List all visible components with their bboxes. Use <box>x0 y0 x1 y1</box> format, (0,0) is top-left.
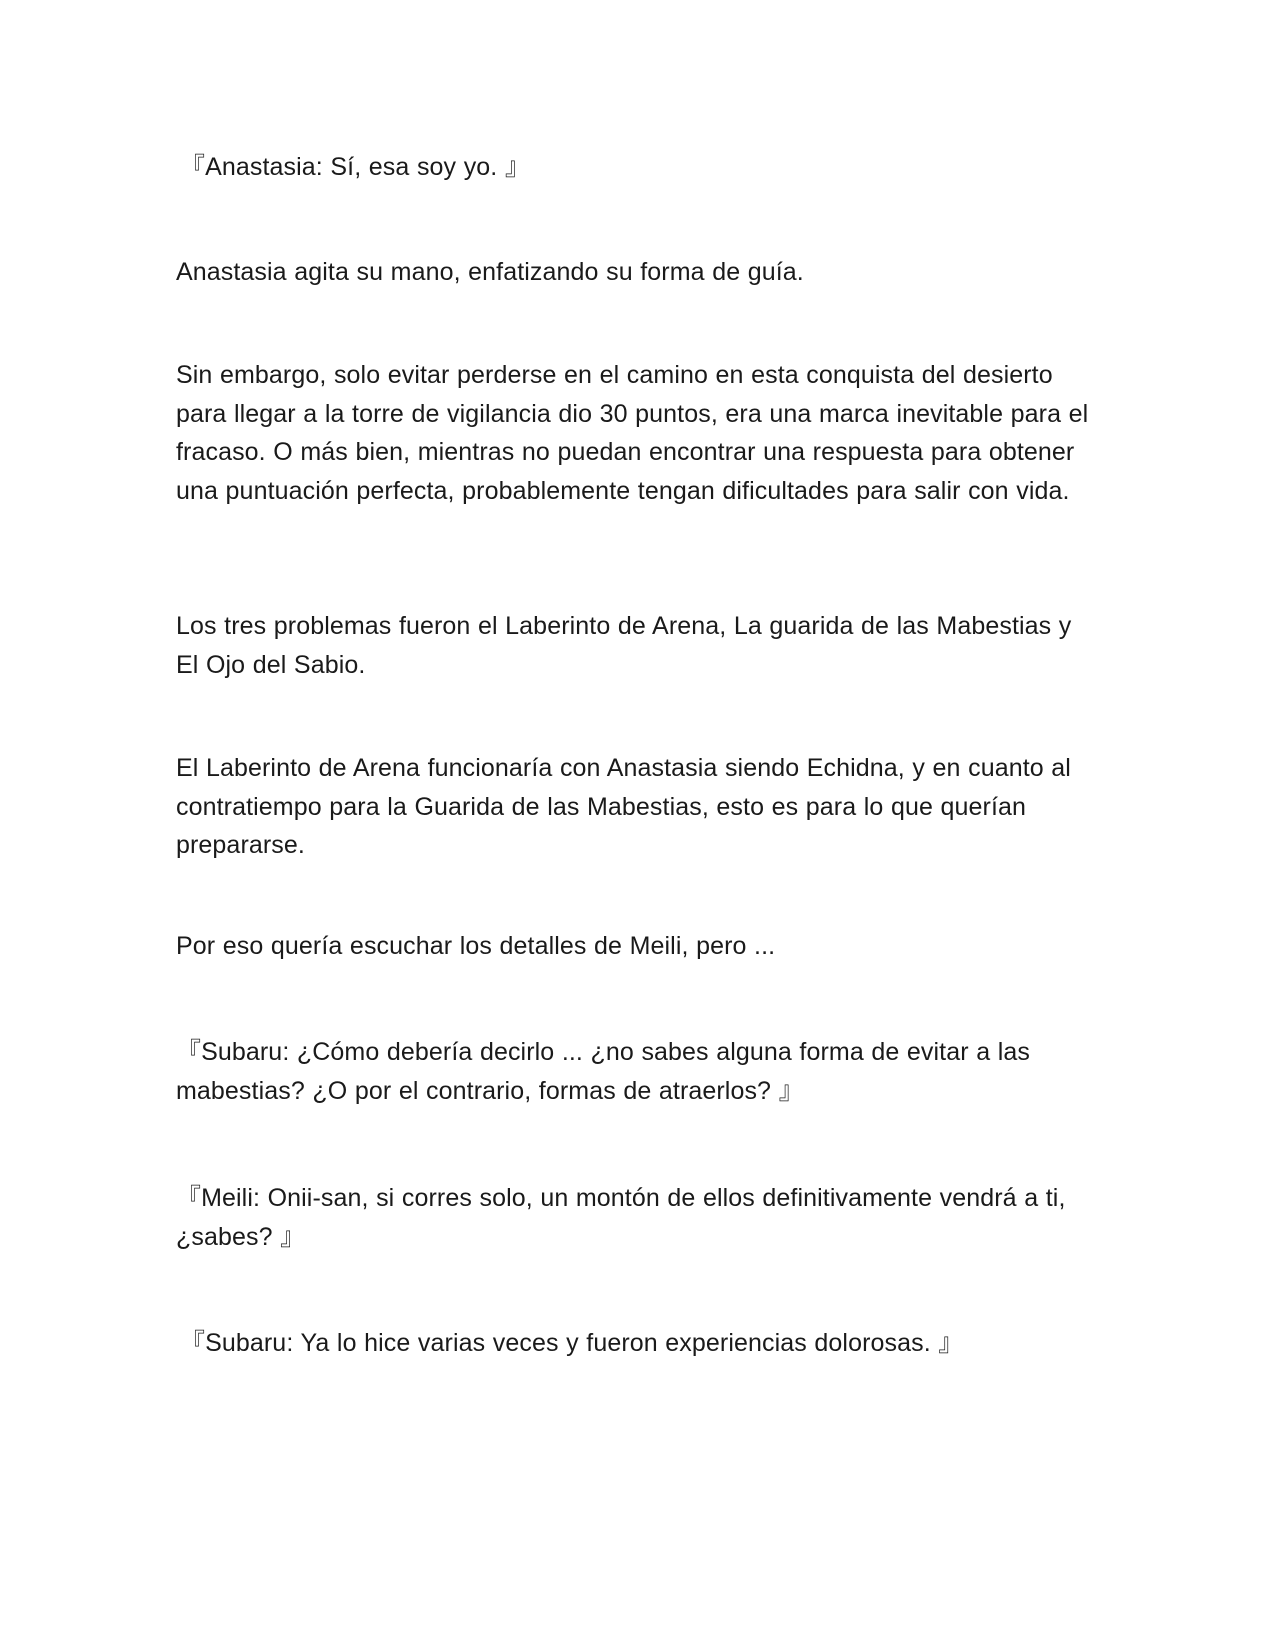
dialogue-subaru-1: 『Subaru: ¿Cómo debería decirlo ... ¿no sabes alguna forma de evitar a las mabestias? ¿O por el contrario, formas de atraerlos? 』 <box>176 1038 1031 1105</box>
dialogue-anastasia: 『Anastasia: Sí, esa soy yo. 』 <box>180 153 530 181</box>
dialogue-meili: 『Meili: Onii-san, si corres solo, un montón de ellos definitivamente vendrá a ti, ¿sabes? 』 <box>176 1184 1066 1251</box>
narration-paragraph-3: Los tres problemas fueron el Laberinto de Arena, La guarida de las Mabestias y El Ojo del Sabio. <box>176 612 1072 679</box>
dialogue-subaru-2: 『Subaru: Ya lo hice varias veces y fueron experiencias dolorosas. 』 <box>180 1329 964 1357</box>
narration-paragraph-2: Sin embargo, solo evitar perderse en el camino en esta conquista del desierto para llegar a la torre de vigilancia dio 30 puntos, era una marca inevitable para el fracaso. O más bien, mientras no puedan encontrar una respuesta para obtener una puntuación perfecta, probablemente tengan dificultades para salir con vida. <box>176 361 1089 505</box>
narration-paragraph-4: El Laberinto de Arena funcionaría con Anastasia siendo Echidna, y en cuanto al contratiempo para la Guarida de las Mabestias, esto es para lo que querían prepararse. <box>176 754 1071 859</box>
narration-paragraph-1: Anastasia agita su mano, enfatizando su forma de guía. <box>176 258 804 286</box>
narration-paragraph-5: Por eso quería escuchar los detalles de Meili, pero ... <box>176 932 776 960</box>
